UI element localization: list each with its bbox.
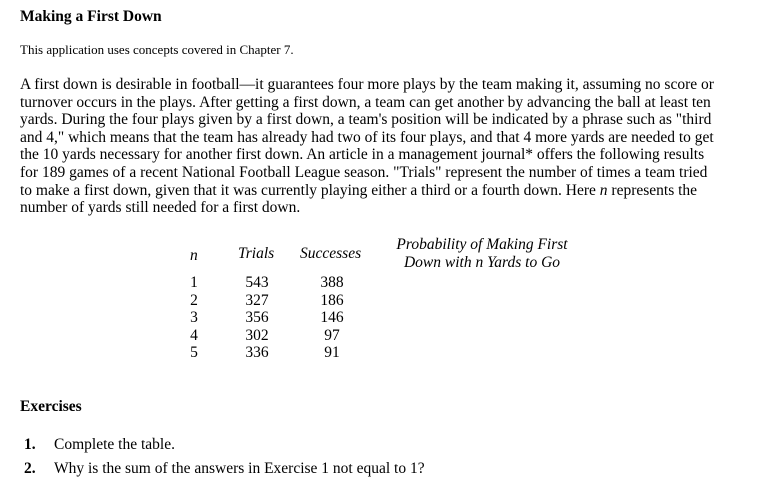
header-n: n bbox=[190, 247, 198, 264]
cell-trials: 543 bbox=[245, 274, 269, 291]
exercise-number: 1. bbox=[24, 436, 36, 453]
intro-line: to make a first down, given that it was currently playing either a third or a fourth down. Here bbox=[20, 181, 600, 199]
cell-successes: 186 bbox=[320, 291, 344, 309]
intro-line: A first down is desirable in football—it guarantees four more plays by the team making it, assuming no score or bbox=[20, 76, 714, 93]
intro-line: and 4," which means that the team has already had two of its four plays, and that 4 more yards are needed to get bbox=[20, 128, 714, 146]
intro-line: for 189 games of a recent National Football League season. "Trials" represent the number of times a team tried bbox=[20, 163, 708, 181]
cell-successes: 388 bbox=[320, 274, 344, 291]
exercise-item bbox=[24, 460, 425, 478]
intro-line: turnover occurs in the plays. After getting a first down, a team can get another by advancing the ball at least ten bbox=[20, 93, 711, 111]
cell-n: 1 bbox=[190, 274, 198, 291]
exercises-heading: Exercises bbox=[20, 398, 82, 415]
cell-successes: 97 bbox=[324, 326, 340, 344]
cell-trials: 327 bbox=[245, 291, 269, 309]
chapter-note: This application uses concepts covered in Chapter 7. bbox=[20, 42, 294, 57]
exercise-number: 2. bbox=[24, 460, 36, 477]
page-title: Making a First Down bbox=[20, 8, 162, 25]
cell-trials: 356 bbox=[245, 309, 269, 327]
exercise-text: Why is the sum of the answers in Exercise 1 not equal to 1? bbox=[54, 460, 425, 477]
intro-line-7 bbox=[20, 182, 745, 200]
intro-line: yards. During the four plays given by a first down, a team's position will be indicated by a phrase such as "third bbox=[20, 111, 712, 129]
exercise-item bbox=[24, 436, 175, 454]
cell-trials: 336 bbox=[245, 344, 269, 362]
cell-trials: 302 bbox=[245, 326, 269, 344]
intro-line: number of yards still needed for a first down. bbox=[20, 199, 301, 217]
header-trials: Trials bbox=[238, 245, 275, 262]
intro-line-tail: represents the bbox=[607, 181, 698, 199]
cell-n: 4 bbox=[190, 326, 198, 344]
exercise-text: Complete the table. bbox=[54, 436, 175, 453]
cell-n: 3 bbox=[190, 309, 198, 327]
intro-line: the 10 yards necessary for another first down. An article in a management journal* offers the following results bbox=[20, 146, 705, 164]
cell-n: 2 bbox=[190, 291, 198, 309]
column-n bbox=[188, 274, 200, 362]
column-trials bbox=[236, 274, 278, 362]
cell-n: 5 bbox=[190, 344, 198, 362]
cell-successes: 146 bbox=[320, 309, 344, 327]
header-probability-line2: Down with n Yards to Go bbox=[403, 254, 561, 271]
header-probability-line1: Probability of Making First bbox=[396, 236, 568, 253]
column-successes bbox=[311, 274, 353, 362]
variable-n: n bbox=[599, 181, 608, 199]
header-successes: Successes bbox=[300, 245, 362, 262]
cell-successes: 91 bbox=[324, 344, 340, 362]
header-probability bbox=[394, 236, 570, 272]
intro-paragraph bbox=[20, 76, 745, 217]
